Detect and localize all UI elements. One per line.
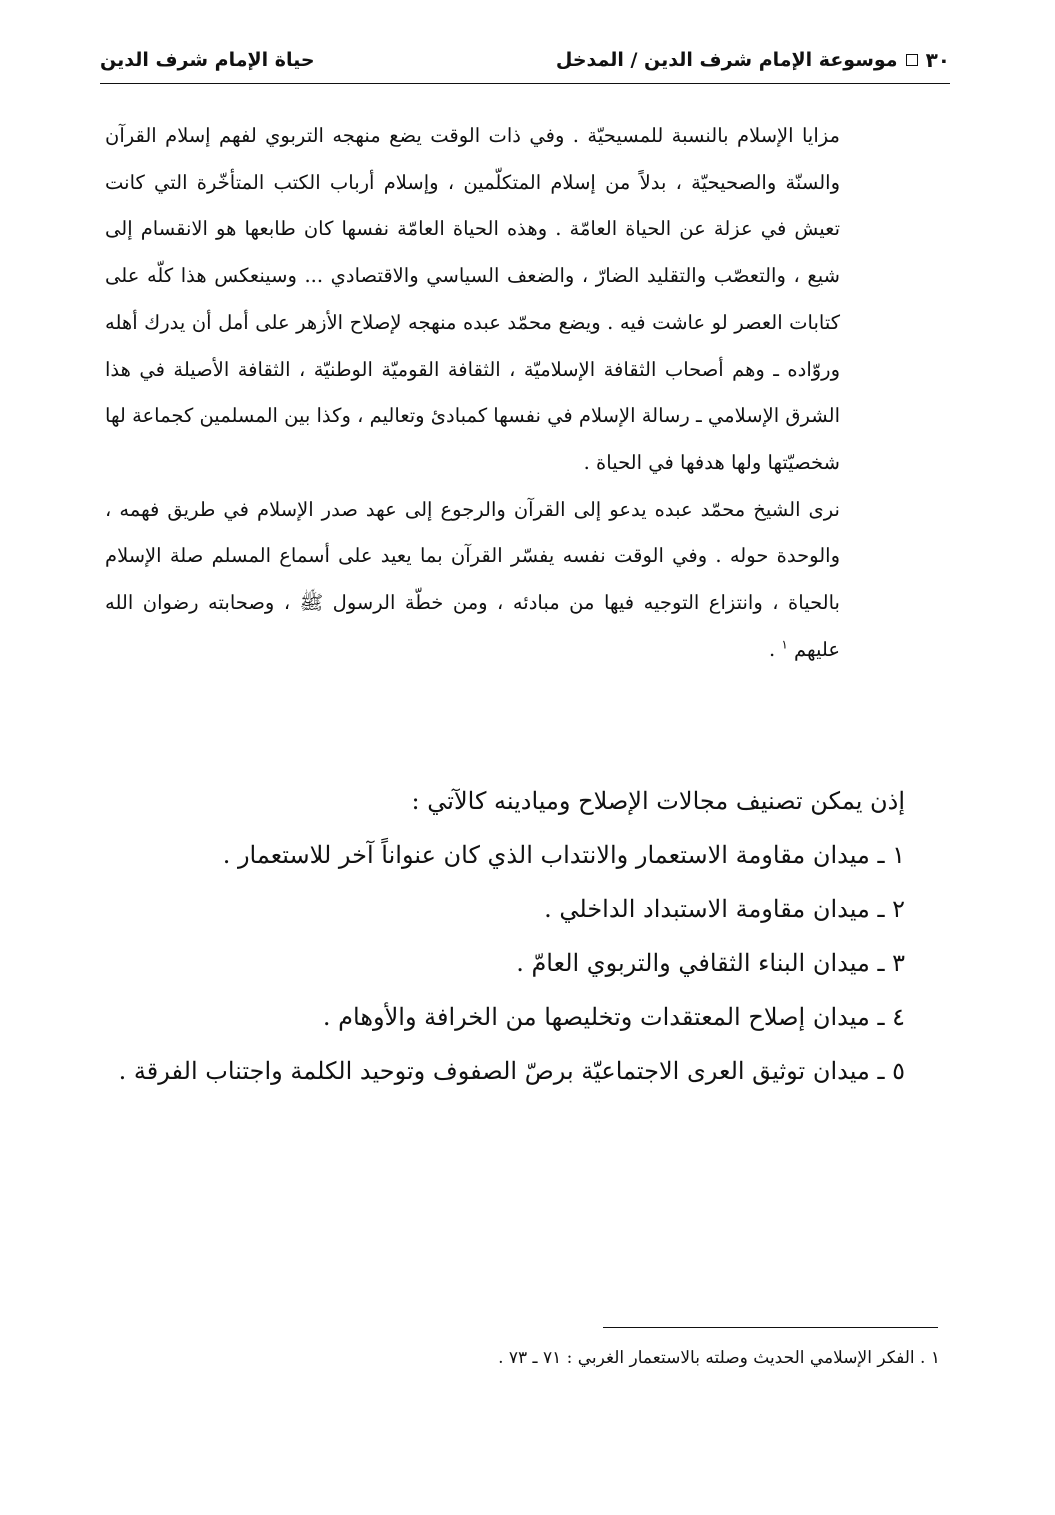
paragraph-1: مزايا الإسلام بالنسبة للمسيحيّة . وفي ذات الوقت يضع منهجه التربوي لفهم إسلام القرآن والسنّة والصحيحيّة ، بدلاً من إسلام المتكلّمين ، وإسلام أرباب الكتب المتأخّرة التي كانت تعيش في عزلة عن الحياة العامّة . وهذه الحياة العامّة نفسها كان طابعها هو الانقسام إلى شيع ، والتعصّب والتقليد الضارّ ، والضعف السياسي والاقتصادي ... وسينعكس هذا كلّه على كتابات العصر لو عاشت فيه . ويضع محمّد عبده منهجه لإصلاح الأزهر على أمل أن يدرك أهله وروّاده ـ وهم أصحاب الثقافة الإسلاميّة ، الثقافة القوميّة الوطنيّة ، الثقافة الأصيلة في هذا الشرق الإسلامي ـ رسالة الإسلام في نفسها كمبادئ وتعاليم ، وكذا بين المسلمين كجماعة لها شخصيّتها ولها هدفها في الحياة . xyxy=(105,124,840,474)
paragraph-2-text: نرى الشيخ محمّد عبده يدعو إلى القرآن والرجوع إلى عهد صدر الإسلام في طريق فهمه ، والوحدة حوله . وفي الوقت نفسه يفسّر القرآن بما يعيد على أسماع المسلم صلة الإسلام بالحياة ، وانتزاع التوجيه فيها من مبادئه ، ومن خطّة الرسول ﷺ ، وصحابته رضوان الله عليهم xyxy=(105,497,840,661)
footnote: ١ . الفكر الإسلامي الحديث وصلته بالاستعمار الغربي : ٧١ ـ ٧٣ . xyxy=(498,1348,940,1368)
page-header xyxy=(100,42,950,78)
paragraph-2 xyxy=(105,487,840,674)
footnote-marker: ١ xyxy=(781,637,788,652)
body-text xyxy=(105,113,840,673)
list-intro: إذن يمكن تصنيف مجالات الإصلاح وميادينه كالآتي : xyxy=(411,787,905,815)
header-right-group xyxy=(556,48,950,72)
header-rule xyxy=(100,83,950,84)
list-item: ١ ـ ميدان مقاومة الاستعمار والانتداب الذي كان عنواناً آخر للاستعمار . xyxy=(222,841,905,869)
page-number: ٣٠ xyxy=(925,48,950,72)
running-title-right: موسوعة الإمام شرف الدين / المدخل xyxy=(555,49,898,71)
paragraph-2-end: . xyxy=(768,637,776,661)
footnote-rule xyxy=(603,1327,938,1328)
list-item: ٥ ـ ميدان توثيق العرى الاجتماعيّة برصّ الصفوف وتوحيد الكلمة واجتناب الفرقة . xyxy=(118,1057,905,1085)
list-item: ٢ ـ ميدان مقاومة الاستبداد الداخلي . xyxy=(544,895,905,923)
list-item: ٤ ـ ميدان إصلاح المعتقدات وتخليصها من الخرافة والأوهام . xyxy=(322,1003,905,1031)
square-separator-icon xyxy=(906,54,918,66)
list-item: ٣ ـ ميدان البناء الثقافي والتربوي العامّ . xyxy=(516,949,905,977)
running-title-left: حياة الإمام شرف الدين xyxy=(100,49,315,71)
reform-fields-list xyxy=(105,774,905,1098)
